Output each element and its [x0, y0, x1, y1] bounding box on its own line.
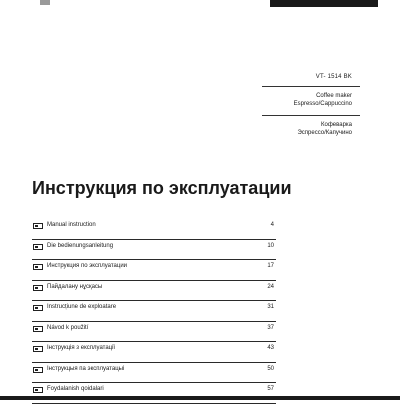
toc-page-number: 31	[267, 304, 274, 310]
table-of-contents	[32, 219, 276, 404]
toc-page-number: 17	[267, 263, 274, 269]
product-name-ru-line1: Кофеварка	[321, 122, 352, 128]
toc-label: Інструкцыя па эксплуатацыі	[47, 365, 125, 372]
toc-page-number: 24	[267, 283, 274, 290]
flag-icon	[33, 285, 43, 291]
model-number: VT- 1514 BK	[315, 74, 352, 80]
page-title: Инструкция по эксплуатации	[32, 178, 292, 198]
toc-label: Інструкція з експлуатації	[47, 345, 116, 351]
toc-label: Manual instruction	[47, 222, 96, 228]
toc-page-number: 43	[267, 345, 274, 351]
toc-page-number: 4	[270, 222, 274, 228]
bottom-black-bar	[0, 396, 400, 400]
flag-icon	[33, 305, 43, 311]
toc-page-number: 10	[267, 242, 274, 249]
toc-item[interactable]	[32, 260, 276, 281]
toc-page-number: 57	[267, 386, 274, 392]
toc-item[interactable]	[32, 363, 276, 384]
divider	[262, 86, 360, 87]
toc-item[interactable]	[32, 219, 276, 240]
toc-label: Instrucțiune de exploatare	[47, 304, 117, 310]
toc-label: Foydalanish qoidalari	[47, 386, 104, 392]
toc-item[interactable]	[32, 281, 276, 302]
product-name-en	[294, 92, 352, 108]
top-logo-mark	[40, 0, 50, 5]
product-name-ru-line2: Эспрессо/Капучино	[297, 130, 352, 136]
flag-icon	[33, 223, 43, 229]
top-black-bar	[270, 0, 378, 7]
toc-label: Die bedienungsanleitung	[47, 242, 114, 249]
toc-page-number: 37	[267, 324, 274, 331]
divider	[262, 115, 360, 116]
toc-item[interactable]	[32, 383, 276, 404]
flag-icon	[33, 387, 43, 393]
toc-item[interactable]	[32, 240, 276, 261]
flag-icon	[33, 244, 43, 250]
product-name-en-line1: Coffee maker	[316, 93, 352, 99]
product-name-ru	[297, 121, 352, 137]
toc-label: Návod k použití	[47, 324, 89, 331]
toc-item[interactable]	[32, 322, 276, 343]
product-name-en-line2: Espresso/Cappuccino	[293, 101, 352, 107]
flag-icon	[33, 346, 43, 352]
toc-label: Инструкция по эксплуатации	[47, 263, 128, 269]
toc-page-number: 50	[267, 365, 274, 372]
toc-item[interactable]	[32, 301, 276, 322]
flag-icon	[33, 264, 43, 270]
flag-icon	[33, 367, 43, 373]
flag-icon	[33, 326, 43, 332]
toc-item[interactable]	[32, 342, 276, 363]
toc-label: Пайдалану нұсқасы	[47, 283, 103, 290]
